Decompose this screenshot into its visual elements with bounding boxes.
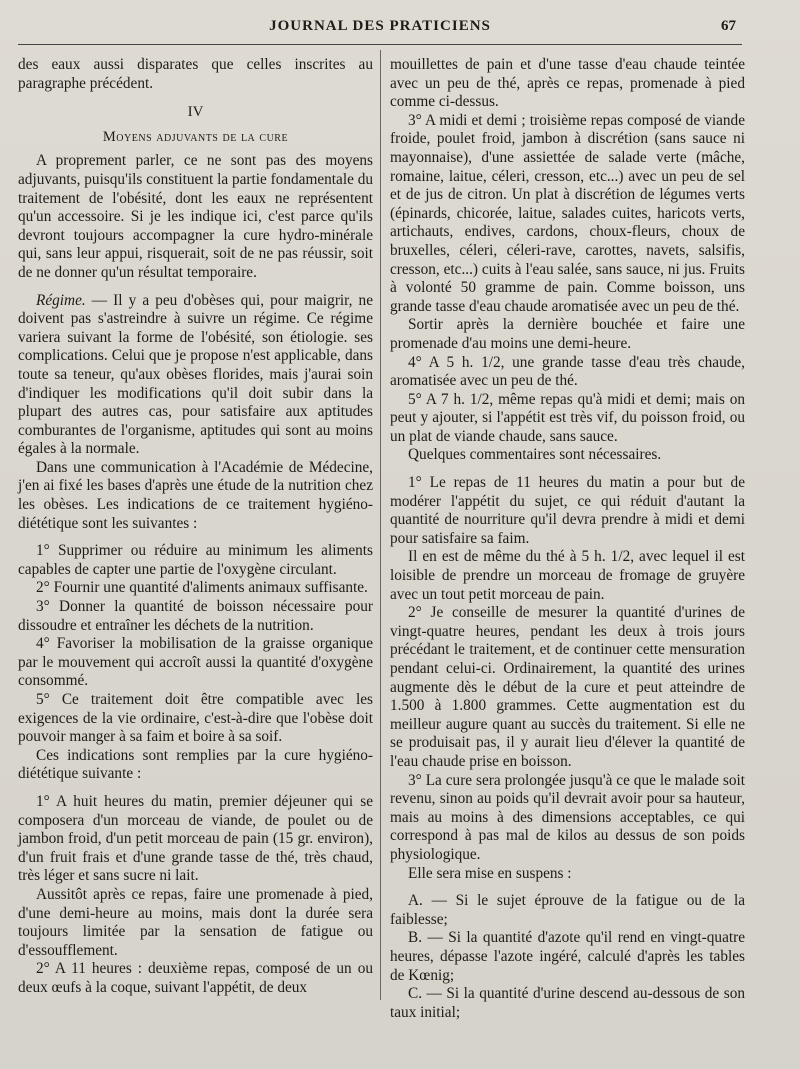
paragraph: Il en est de même du thé à 5 h. 1/2, avec lequel il est loisible de prendre un morceau de fromage de gruyère avec un tout petit morceau de pain. bbox=[390, 548, 745, 603]
paragraph-regime bbox=[18, 292, 373, 459]
running-head bbox=[0, 18, 800, 42]
list-item: 2° Fournir une quantité d'aliments animaux suffisante. bbox=[36, 579, 368, 597]
list-item: 2° A 11 heures : deuxième repas, composé de un ou deux œufs à la coque, suivant l'appétit, de deux bbox=[18, 960, 373, 996]
right-column bbox=[390, 56, 745, 1022]
paragraph: Quelques commentaires sont nécessaires. bbox=[408, 446, 662, 464]
column-divider bbox=[380, 50, 381, 1000]
list-item: 2° Je conseille de mesurer la quantité d'urines de vingt-quatre heures, pendant les deux à trois jours précédant le traitement, et de continuer cette mensuration pendant celui-ci. Ordinairement, la quantité des urines augmente dès le début de la cure et peut atteindre de 1.500 à 1.800 grammes. Cette augmentation est du meilleur augure quant au succès du traitement. Si elle ne se produisait pas, il y aurait lieu d'élever la quantité de l'eau chaude prise en boisson. bbox=[390, 604, 745, 770]
header-rule bbox=[18, 44, 742, 45]
paragraph: Sortir après la dernière bouchée et faire une promenade d'au moins une demi-heure. bbox=[390, 316, 745, 352]
paragraph: Dans une communication à l'Académie de Médecine, j'en ai fixé les bases d'après une étude de la nutrition chez les obèses. Les indications de ce traitement hygiéno-diététique sont les suivantes : bbox=[18, 458, 373, 532]
left-column bbox=[18, 56, 373, 998]
paragraph: des eaux aussi disparates que celles inscrites au paragraphe précédent. bbox=[18, 56, 373, 92]
list-item: 5° Ce traitement doit être compatible avec les exigences de la vie ordinaire, c'est-à-dire que l'obèse doit pouvoir manger à sa faim et boire à sa soif. bbox=[18, 691, 373, 746]
paragraph: mouillettes de pain et d'une tasse d'eau chaude teintée avec un peu de thé, après ce repas, promenade à pied comme ci-dessus. bbox=[390, 56, 745, 111]
page-number: 67 bbox=[721, 18, 736, 34]
section-title: Moyens adjuvants de la cure bbox=[102, 128, 289, 145]
paragraph: Elle sera mise en suspens : bbox=[408, 864, 572, 882]
list-item: A. — Si le sujet éprouve de la fatigue ou de la faiblesse; bbox=[390, 892, 745, 928]
list-item: 3° Donner la quantité de boisson nécessaire pour dissoudre et entraîner les déchets de la nutrition. bbox=[18, 598, 373, 634]
list-item: 1° Supprimer ou réduire au minimum les aliments capables de capter une partie de l'oxygène circulant. bbox=[18, 542, 373, 578]
rubric-label: Régime. bbox=[36, 291, 86, 309]
list-item: 5° A 7 h. 1/2, même repas qu'à midi et demi; mais on peut y ajouter, si l'appétit est très vif, du poisson froid, ou un plat de viande chaude, sans sauce. bbox=[390, 390, 745, 445]
journal-title: JOURNAL DES PRATICIENS bbox=[269, 18, 491, 34]
list-item: 3° La cure sera prolongée jusqu'à ce que le malade soit revenu, sinon au poids qu'il devrait avoir pour sa hauteur, mais au moins à des dimensions acceptables, ce qui correspond à pas mal de kilos au dessus de son poids physiologique. bbox=[390, 771, 745, 863]
section-number: IV bbox=[187, 104, 204, 121]
paragraph: Ces indications sont remplies par la cure hygiéno-diététique suivante : bbox=[18, 746, 373, 783]
list-item: 1° Le repas de 11 heures du matin a pour but de modérer l'appétit du sujet, ce qui réduit d'autant la quantité de nourriture qu'il devra prendre à midi et demi pour satisfaire sa faim. bbox=[390, 474, 745, 547]
list-item: 4° Favoriser la mobilisation de la graisse organique par le mouvement qui accroît aussi la quantité d'oxygène consommé. bbox=[18, 635, 373, 690]
paragraph: A proprement parler, ce ne sont pas des moyens adjuvants, puisqu'ils constituent la partie fondamentale du traitement de l'obésité, dont les eaux ne représentent qu'un accessoire. Si je les indique ici, c'est parce qu'ils devront toujours accompagner la cure hydro-minérale qui, sans leur appui, risquerait, soit de ne pas réussir, soit de ne donner qu'un résultat temporaire. bbox=[18, 152, 373, 281]
list-item: 1° A huit heures du matin, premier déjeuner qui se composera d'un morceau de viande, de poulet ou de jambon froid, d'un petit morceau de pain (15 gr. environ), d'un fruit frais et d'une grande tasse de thé, très chaud, très léger et sans sucre ni lait. bbox=[18, 792, 373, 885]
list-item: B. — Si la quantité d'azote qu'il rend en vingt-quatre heures, dépasse l'azote ingéré, calculé d'après les tables de Kœnig; bbox=[390, 929, 745, 984]
rubric-text: — Il y a peu d'obèses qui, pour maigrir, ne doivent pas s'astreindre à suivre un régime. Ce régime variera suivant la forme de l'obésité, son étiologie. ses complications. Celui que je propose n'est applicable, dans toute sa teneur, qu'aux obèses florides, mais j'aurai soin d'indiquer les modifications qu'il doit subir dans la plupart des autres cas, pour satisfaire aux aptitudes comburantes de l'organisme, aptitudes qui sont au moins égales à la normale. bbox=[18, 291, 373, 458]
paragraph: Aussitôt après ce repas, faire une promenade à pied, d'une demi-heure au moins, mais dont la durée sera toujours limitée par la sensation de fatigue ou d'essoufflement. bbox=[18, 885, 373, 959]
list-item: C. — Si la quantité d'urine descend au-dessous de son taux initial; bbox=[390, 985, 745, 1021]
list-item: 3° A midi et demi ; troisième repas composé de viande froide, poulet froid, jambon à discrétion (sans sauce ni mayonnaise), d'une assiettée de salade verte (mâche, romaine, laitue, céleri, cresson, etc...) avec un peu de sel et de jus de citron. Un plat à discrétion de légumes verts (épinards, chicorée, laitue, salades cuites, haricots verts, artichauts, endives, cardons, choux-fleurs, choux de bruxelles, céleri, céleri-rave, carottes, navets, salsifis, cresson, etc...) cuits à l'eau salée, sans sauce, ni jus. Fruits à volonté 50 gramme de pain. Comme boisson, uns grande tasse d'eau chaude aromatisée avec un peu de thé. bbox=[390, 111, 745, 315]
list-item: 4° A 5 h. 1/2, une grande tasse d'eau très chaude, aromatisée avec un peu de thé. bbox=[390, 353, 745, 390]
